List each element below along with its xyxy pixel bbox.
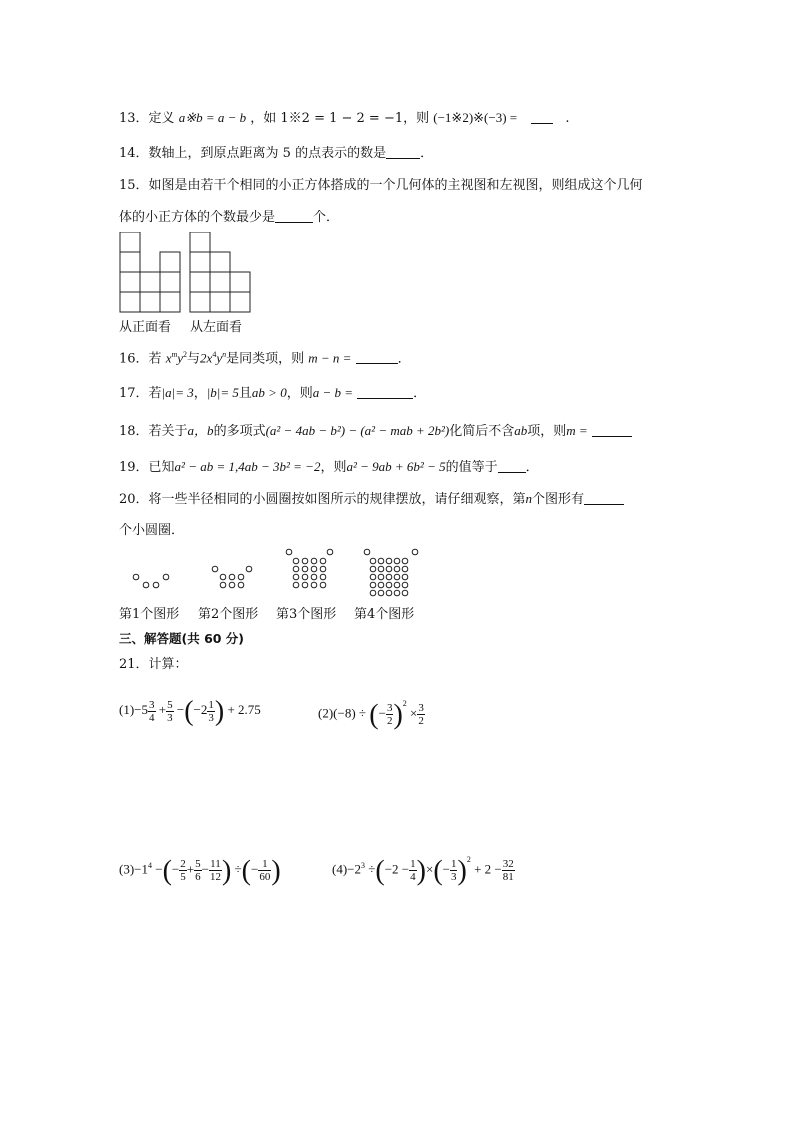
question-21-title: 21．计算： — [119, 657, 188, 672]
p3-f1n: 2 — [180, 857, 186, 870]
q16-term2-y: y — [216, 350, 223, 366]
q18-post2: 项，则 — [527, 424, 567, 439]
pattern-caption-3: 第3个图形 — [276, 607, 337, 622]
p3-f3n: 11 — [210, 857, 221, 870]
section-title: 三、解答题(共 60 分) — [119, 631, 245, 646]
q18-ab: ab — [514, 423, 528, 438]
pattern-1 — [133, 574, 169, 588]
p3-exp: 4 — [148, 861, 152, 870]
q18-m: m = — [566, 423, 588, 438]
p3-minus2: − — [201, 861, 209, 877]
q13-label: 13．定义 — [119, 111, 175, 126]
p4-frac1 — [409, 858, 417, 883]
front-view — [120, 232, 180, 312]
q17-and: 且 — [238, 386, 252, 401]
p1-minus: − — [176, 702, 185, 717]
p1-f2n: 5 — [167, 698, 173, 711]
pattern-caption-2: 第2个图形 — [198, 607, 259, 622]
q18-answer-blank[interactable] — [592, 424, 632, 437]
p3-frac1 — [179, 858, 187, 883]
circle-patterns — [119, 544, 429, 600]
p4-neg: − — [442, 861, 450, 877]
p1-tail: + 2.75 — [227, 702, 261, 717]
p4-f3n: 32 — [502, 857, 514, 870]
p3-frac3 — [209, 858, 222, 883]
p3-plus: + — [186, 861, 195, 877]
q17-then: ，则 — [286, 386, 313, 401]
q16-term2-x: 2x — [200, 350, 213, 366]
p2-exp: 2 — [402, 699, 407, 708]
pattern-3 — [286, 549, 333, 588]
q15-answer-blank[interactable] — [275, 210, 313, 223]
q16-term1-x: x — [165, 350, 172, 366]
q19-pre: 19．已知 — [119, 460, 175, 475]
p3-neg2: − — [251, 861, 259, 877]
p1-f3d: 3 — [208, 711, 214, 724]
q19-given: a² − ab = 1,4ab − 3b² = −2 — [174, 459, 321, 474]
pattern-caption-4: 第4个图形 — [354, 607, 415, 622]
q20-n: n — [525, 491, 533, 506]
p1-f1d: 4 — [149, 711, 155, 724]
p3-frac4 — [258, 858, 271, 883]
q14-answer-blank[interactable] — [386, 146, 420, 159]
p4-div: ÷ — [368, 861, 376, 877]
q19-post: 的值等于 — [445, 460, 498, 475]
q17-abs-b: |b|= 5 — [206, 385, 239, 400]
question-18 — [119, 422, 632, 441]
p2-f1d: 2 — [386, 714, 393, 727]
q13-answer-blank[interactable] — [531, 111, 553, 124]
p3-neg: − — [171, 861, 180, 877]
q16-end: ． — [397, 351, 411, 367]
p4-f2n: 1 — [450, 857, 457, 870]
p4-exp: 3 — [361, 861, 365, 870]
p3-f2d: 6 — [195, 870, 201, 883]
p3-label: (3)−1 — [119, 861, 148, 877]
p1-frac3 — [207, 699, 215, 724]
p4-f1d: 4 — [410, 870, 416, 883]
p2-inner: − — [378, 705, 386, 721]
question-19 — [119, 458, 539, 477]
q17-condition: ab > 0 — [251, 385, 287, 400]
q20-answer-blank[interactable] — [584, 492, 624, 505]
q16-answer-blank[interactable] — [356, 351, 398, 364]
three-view-figure — [119, 232, 259, 314]
q19-then: ，则 — [320, 460, 347, 475]
q15-end: 个． — [313, 210, 340, 225]
q16-exp-4: 4 — [212, 350, 217, 359]
p1-f2d: 3 — [167, 711, 173, 724]
q21-part4: $(4)-2^3 \div(-2$ − $\frac{1}{4}$ )×(− $\frac{1}{3}$ )$^2$ + 2 − $\frac{32}{81}$ — [332, 855, 514, 887]
p4-times: × — [425, 861, 434, 877]
question-15-line1: 15．如图是由若干个相同的小正方体搭成的一个几何体的主视图和左视图，则组成这个几何 — [119, 178, 643, 193]
q13-expression: (−1※2)※(−3) = — [433, 110, 518, 125]
q20-text: 20．将一些半径相同的小圆圈按如图所示的规律摆放，请仔细观察，第 — [119, 492, 526, 507]
q19-answer-blank[interactable] — [498, 460, 526, 473]
p3-frac2 — [194, 858, 202, 883]
q16-expression: m − n = — [308, 350, 352, 366]
q20-text-b: 个图形有 — [532, 492, 585, 507]
q19-expression: a² − 9ab + 6b² − 5 — [346, 459, 446, 474]
q13-example: ，如 1※2 = 1 − 2 = −1，则 — [250, 111, 430, 126]
p3-f2n: 5 — [195, 857, 201, 870]
q17-end: ． — [413, 386, 427, 401]
p3-f3d: 12 — [209, 870, 221, 883]
p1-frac2 — [166, 699, 174, 724]
question-13 — [119, 109, 570, 128]
p4-frac3 — [502, 858, 515, 883]
q16-exp-n: n — [222, 350, 227, 359]
p1-inner: −2 — [193, 702, 208, 717]
p3-div: ÷ — [234, 861, 242, 877]
q16-term1-y: y — [177, 350, 184, 366]
q15-text: 体的小正方体的个数最少是 — [119, 210, 276, 225]
q16-exp-2: 2 — [183, 350, 188, 359]
left-view — [190, 232, 250, 312]
question-14 — [119, 145, 433, 163]
p2-f2d: 2 — [418, 714, 424, 727]
p3-f4d: 60 — [259, 870, 271, 883]
p4-f1n: 1 — [410, 857, 416, 870]
q18-pre: 18．若关于 — [119, 424, 188, 439]
q14-text: 14．数轴上，到原点距离为 5 的点表示的数是 — [119, 146, 387, 161]
p1-f3n: 1 — [208, 698, 214, 711]
q21-part1: (1)−5 $\frac{3}{4}$ + $\frac{5}{3}$ −(−2 $\frac{1}{3}$ ) + 2.75 — [119, 696, 261, 727]
p4-label: (4)−2 — [332, 861, 361, 877]
p1-plus: + — [158, 702, 167, 717]
p1-frac1 — [148, 699, 156, 724]
left-view-caption: 从左面看 — [190, 320, 243, 335]
q14-end: ． — [420, 146, 434, 161]
q13-definition: a※b = a − b — [178, 110, 247, 125]
p2-times: × — [410, 705, 418, 721]
p2-label: (2)(−8) ÷ — [318, 705, 367, 721]
q17-sep: ， — [193, 386, 207, 401]
p4-tail: + 2 − — [474, 861, 502, 877]
p1-label: (1)−5 — [119, 702, 148, 717]
q18-polynomial: (a² − 4ab − b²) − (a² − mab + 2b²) — [265, 423, 450, 438]
question-20-line2: 个小圆圈． — [119, 523, 185, 538]
q18-vars: a，b — [187, 423, 214, 438]
question-16 — [119, 346, 411, 368]
p3-f4n: 1 — [258, 858, 271, 871]
q16-exp-m: m — [171, 350, 178, 359]
pattern-caption-1: 第1个图形 — [119, 607, 180, 622]
q16-with: 与 — [187, 351, 201, 367]
q17-expression: a − b = — [312, 385, 354, 400]
p2-f2n: 3 — [418, 701, 424, 714]
q19-end: ． — [525, 460, 539, 475]
p4-f2d: 3 — [450, 870, 457, 883]
q16-post: 是同类项，则 — [226, 351, 305, 367]
front-view-caption: 从正面看 — [119, 320, 172, 335]
p3-f1d: 5 — [180, 870, 186, 883]
p2-frac2 — [417, 702, 425, 727]
question-17 — [119, 384, 426, 403]
p4-exp2: 2 — [466, 855, 471, 864]
q17-pre: 17．若 — [119, 386, 162, 401]
q13-end: . — [565, 111, 570, 126]
q18-post: 化简后不含 — [449, 424, 515, 439]
question-20-line1 — [119, 490, 624, 509]
question-15-line2 — [119, 209, 339, 227]
q21-part3: $(3)-1^4$ −(− $\frac{2}{5}$ + $\frac{5}{6}$ − $\frac{11}{12}$ ) ÷(− $\frac{1}{60}$ ) — [119, 855, 281, 887]
q17-abs-a: |a|= 3 — [161, 385, 194, 400]
q18-mid: 的多项式 — [213, 424, 266, 439]
q17-answer-blank[interactable] — [357, 386, 413, 399]
p4-f3d: 81 — [502, 870, 514, 883]
pattern-2 — [212, 566, 252, 588]
p3-minus: − — [155, 861, 163, 877]
p4-inner: −2 − — [384, 861, 410, 877]
q21-part2: (2)(−8) ÷ (− $\frac{3}{2}$ )$^2$ × $\frac{3}{2}$ — [318, 699, 424, 731]
p2-f1n: 3 — [386, 701, 393, 714]
p1-f1n: 3 — [149, 698, 155, 711]
q16-pre: 16．若 — [119, 351, 162, 367]
pattern-4 — [364, 549, 418, 596]
